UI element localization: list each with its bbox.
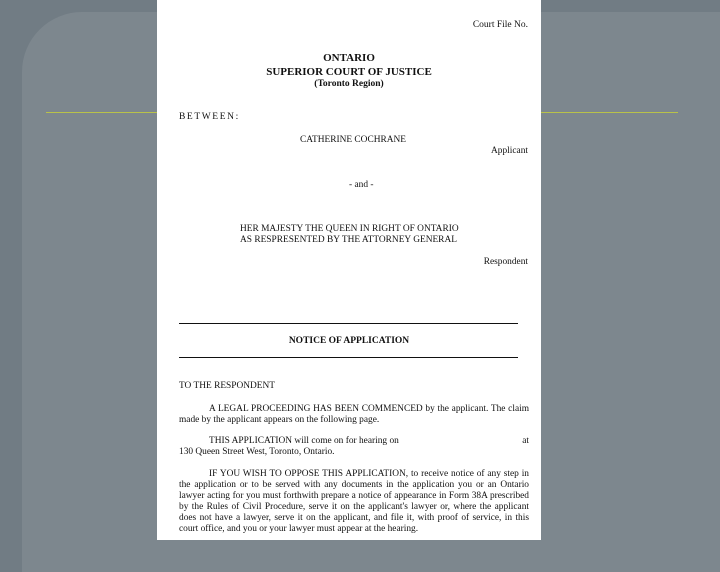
court-file-label: Court File No.: [472, 20, 528, 30]
applicant-name: CATHERINE COCHRANE: [300, 135, 406, 145]
document-page: [157, 0, 541, 540]
paragraph-2-second-line: 130 Queen Street West, Toronto, Ontario.: [179, 447, 335, 457]
applicant-role: Applicant: [491, 146, 528, 156]
paragraph-2-left: THIS APPLICATION will come on for hearing on: [209, 436, 399, 446]
paragraph-1: [179, 404, 529, 426]
paragraph-1-text: A LEGAL PROCEEDING HAS BEEN COMMENCED by the applicant. The claim made by the applicant appears on the following page.: [179, 404, 529, 425]
paragraph-2: [179, 436, 529, 458]
bottom-rule: [179, 357, 518, 358]
respondent-line-1: HER MAJESTY THE QUEEN IN RIGHT OF ONTARIO: [240, 224, 459, 234]
court-name: ONTARIO: [323, 52, 375, 64]
between-label: BETWEEN:: [179, 112, 240, 122]
paragraph-2-first-line: [179, 436, 529, 447]
respondent-line-2: AS RESPRESENTED BY THE ATTORNEY GENERAL: [240, 235, 457, 245]
addressee: TO THE RESPONDENT: [179, 381, 276, 391]
and-separator: - and -: [349, 180, 374, 190]
paragraph-2-right: at: [522, 436, 529, 446]
respondent-role: Respondent: [483, 257, 528, 267]
notice-title: NOTICE OF APPLICATION: [288, 336, 410, 346]
court-region: (Toronto Region): [314, 79, 384, 89]
top-rule: [179, 323, 518, 324]
paragraph-3-text: IF YOU WISH TO OPPOSE THIS APPLICATION, to receive notice of any step in the application or to be served with any documents in the application you or an Ontario lawyer acting for you must forthwith prepare a notice of appearance in Form 38A prescribed by the Rules of Civil Procedure, serve it on the applicant's lawyer or, where the applicant does not have a lawyer, serve it on the applicant, and file it, with proof of service, in this court office, and you or your lawyer must appear at the hearing.: [179, 469, 529, 534]
court-division: SUPERIOR COURT OF JUSTICE: [266, 66, 432, 78]
paragraph-3: [179, 469, 529, 535]
